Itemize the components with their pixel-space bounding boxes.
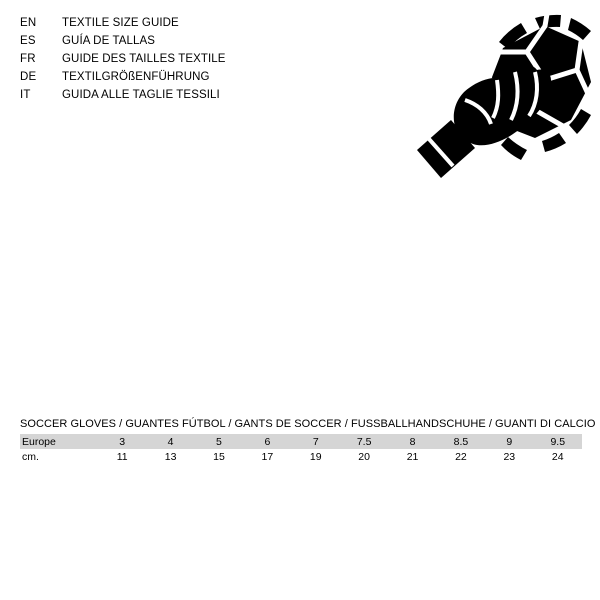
table-cell: 8.5 [453,435,469,448]
size-table-section [20,418,596,464]
table-cell: 19 [309,450,322,463]
legend-language-label: GUIDE DES TAILLES TEXTILE [62,53,226,65]
table-cell: 6 [264,435,271,448]
table-cell: 3 [119,435,126,448]
size-table [20,434,582,464]
table-row-header: cm. [22,450,39,463]
table-cell: 4 [167,435,174,448]
table-row-header: Europe [22,435,56,448]
table-cell: 21 [406,450,419,463]
legend-language-code: FR [20,53,36,65]
legend-language-code: EN [20,17,37,29]
legend-language-code: DE [20,71,37,83]
table-cell: 7 [312,435,319,448]
table-cell: 5 [216,435,222,448]
legend-language-code: IT [20,89,31,101]
table-cell: 24 [551,450,564,463]
legend-row [20,50,320,68]
legend-row [20,86,320,104]
glove-ball-illustration [395,8,595,198]
table-cell: 9 [506,435,513,448]
table-row [20,434,582,449]
table-cell: 15 [213,450,225,463]
language-legend [20,14,320,104]
legend-row [20,14,320,32]
table-cell: 8 [409,435,416,448]
legend-language-code: ES [20,35,36,47]
table-row [20,449,582,464]
table-cell: 23 [503,450,516,463]
table-cell: 13 [164,450,177,463]
table-cell: 17 [261,450,274,463]
table-cell: 7.5 [356,435,372,448]
table-cell: 22 [455,450,467,463]
legend-language-label: GUIDA ALLE TAGLIE TESSILI [62,89,220,101]
legend-row [20,68,320,86]
table-cell: 9.5 [550,435,566,448]
legend-language-label: GUÍA DE TALLAS [62,35,156,47]
legend-language-label: TEXTILGRÖßENFÜHRUNG [62,71,210,83]
legend-row [20,32,320,50]
table-cell: 11 [116,450,128,463]
table-cell: 20 [358,450,370,463]
legend-language-label: TEXTILE SIZE GUIDE [62,17,179,29]
size-table-title: SOCCER GLOVES / GUANTES FÚTBOL / GANTS DE SOCCER / FUSSBALLHANDSCHUHE / GUANTI DI CALCIO [20,418,596,430]
